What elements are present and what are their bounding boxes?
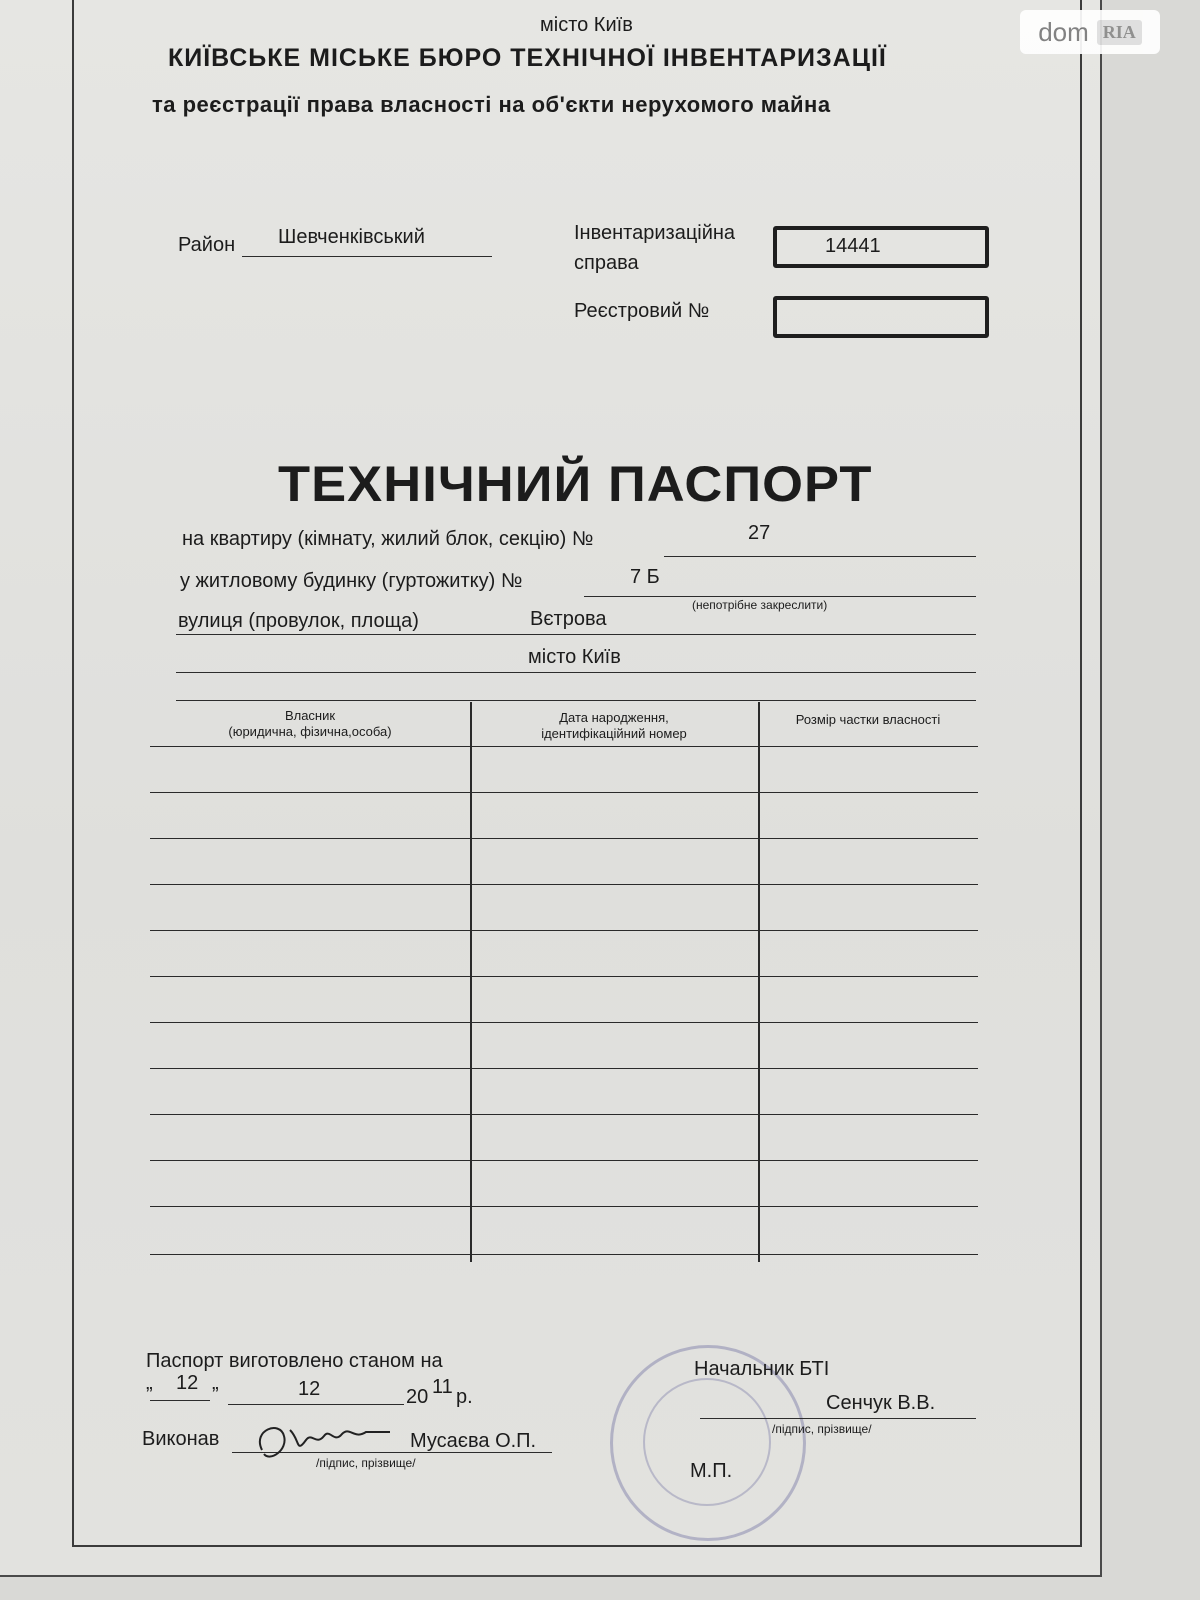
table-row-line [150,1160,978,1161]
district-label: Район [178,234,236,256]
district-value: Шевченківський [278,226,425,248]
inventory-box [773,226,989,268]
performer-name: Мусаєва О.П. [410,1430,537,1452]
header-owner-line2: (юридична, фізична,особа) [228,724,392,739]
frame-right-border [1080,0,1082,1545]
apartment-underline [664,556,976,557]
table-row-line [150,976,978,977]
table-row-line [150,1254,978,1255]
apartment-label: на квартиру (кімнату, жилий блок, секцію) № [182,528,594,550]
header-owner-line1: Власник [284,708,336,723]
table-row-line [150,1114,978,1115]
strike-note: (непотрібне закреслити) [692,598,828,612]
inventory-value: 14441 [825,235,881,257]
table-row-line [150,884,978,885]
table-row-line [150,1022,978,1023]
inventory-label-1: Інвентаризаційна [574,222,736,244]
document-title: ТЕХНІЧНИЙ ПАСПОРТ [278,456,873,512]
month-underline [228,1404,404,1405]
org-name-line2: та реєстрації права власності на об'єкти нерухомого майна [152,92,831,117]
city-underline [176,672,976,673]
street-label: вулиця (провулок, площа) [178,610,419,632]
org-name-line1: КИЇВСЬКЕ МІСЬКЕ БЮРО ТЕХНІЧНОЇ ІНВЕНТАРИЗАЦІЇ [168,44,887,72]
table-col-divider-1 [470,702,472,1262]
seal-label: М.П. [690,1460,733,1482]
city-value: місто Київ [528,646,621,668]
table-col-divider-2 [758,702,760,1262]
owners-table [150,702,978,1262]
chief-name: Сенчук В.В. [826,1392,936,1414]
registry-box [773,296,989,338]
table-row-line [150,746,978,747]
made-label: Паспорт виготовлено станом на [146,1350,443,1372]
year-prefix: 20 [406,1386,429,1408]
seal-stamp-inner [643,1378,771,1506]
district-underline [242,256,492,257]
performer-label: Виконав [142,1428,220,1450]
domria-watermark [1020,10,1160,54]
header-birth-line1: Дата народження, [559,710,669,725]
apartment-value: 27 [748,522,771,544]
watermark-brand: dom [1038,16,1089,47]
header-share: Розмір частки власності [795,712,941,727]
header-owner [150,708,470,740]
made-month: 12 [298,1378,321,1400]
building-underline [584,596,976,597]
day-close-quote: „ [212,1372,219,1394]
day-open-quote: „ [146,1372,153,1394]
inventory-label-2: справа [574,252,639,274]
table-top-line [176,700,976,701]
building-value: 7 Б [630,566,660,588]
building-label: у житловому будинку (гуртожитку) № [180,570,523,592]
street-value: Вєтрова [530,608,607,630]
header-birth-id [470,710,758,742]
frame-left-border [72,0,74,1545]
table-row-line [150,1206,978,1207]
header-city: місто Київ [540,14,633,36]
table-row-line [150,838,978,839]
watermark-logo-icon: RIA [1097,20,1142,45]
chief-hint: /підпис, прізвище/ [772,1422,872,1436]
year-end: р. [456,1386,473,1408]
frame-bottom-border [72,1545,1082,1547]
chief-label: Начальник БТІ [694,1358,830,1380]
chief-underline [700,1418,976,1419]
table-row-line [150,1068,978,1069]
year-suffix: 11 [432,1376,453,1398]
street-underline [176,634,976,635]
registry-label: Реєстровий № [574,300,710,322]
day-underline [150,1400,210,1401]
performer-hint: /підпис, прізвище/ [316,1456,416,1470]
header-birth-line2: ідентифікаційний номер [541,726,687,741]
table-row-line [150,792,978,793]
made-day: 12 [176,1372,199,1394]
table-row-line [150,930,978,931]
